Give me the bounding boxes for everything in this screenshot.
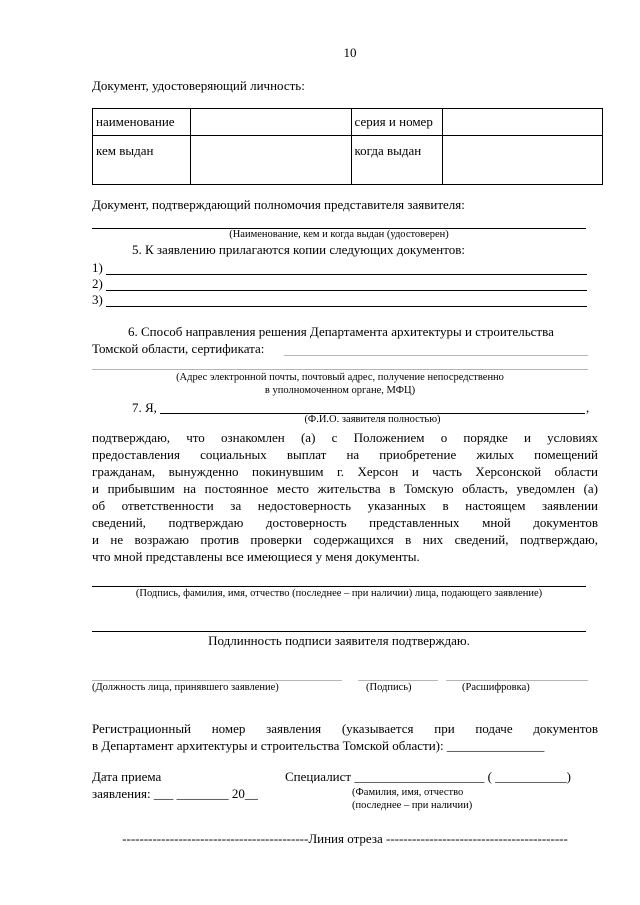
id-series-label: серия и номер bbox=[351, 109, 443, 136]
authenticity-text: Подлинность подписи заявителя подтверждаю. bbox=[208, 633, 470, 648]
id-series-field[interactable] bbox=[443, 109, 603, 136]
id-issued-when-field[interactable] bbox=[443, 136, 603, 185]
receipt-caption-1: (Фамилия, имя, отчество bbox=[352, 787, 464, 798]
receipt-date-label-2: заявления: ___ ________ 20__ bbox=[92, 786, 258, 801]
statement-comma: , bbox=[586, 400, 590, 415]
statement-line-2: предоставления социальных выплат на приобретение жилых помещений bbox=[92, 447, 598, 462]
official-position-line[interactable] bbox=[92, 680, 342, 681]
statement-lead: 7. Я, bbox=[132, 400, 157, 415]
id-name-label: наименование bbox=[93, 109, 191, 136]
applicant-signature-caption: (Подпись, фамилия, имя, отчество (последнее – при наличии) лица, подающего заявление) bbox=[135, 588, 543, 599]
id-doc-table bbox=[92, 108, 603, 185]
statement-line-3: гражданам, вынужденно покинувшим г. Херсон и часть Херсонской области bbox=[92, 464, 598, 479]
id-issued-by-field[interactable] bbox=[190, 136, 351, 185]
official-position-caption: (Должность лица, принявшего заявление) bbox=[92, 682, 279, 693]
statement-line-4: и прибывшим на постоянное место жительства в Томскую область, уведомлен (а) bbox=[92, 481, 598, 496]
registration-line-1: Регистрационный номер заявления (указывается при подаче документов bbox=[92, 721, 598, 736]
attachment-item-3: 3) bbox=[92, 292, 103, 307]
statement-line-1: подтверждаю, что ознакомлен (а) с Положением о порядке и условиях bbox=[92, 430, 598, 445]
delivery-line-field-2[interactable] bbox=[92, 369, 588, 370]
fio-caption: (Ф.И.О. заявителя полностью) bbox=[304, 414, 441, 425]
attachments-title: 5. К заявлению прилагаются копии следующих документов: bbox=[132, 242, 466, 257]
delivery-caption-1: (Адрес электронной почты, почтовый адрес, получение непосредственно bbox=[176, 372, 504, 383]
receipt-specialist: Специалист ____________________ ( ___________) bbox=[285, 769, 571, 784]
attachment-item-1: 1) bbox=[92, 260, 103, 275]
attachment-line-2[interactable] bbox=[106, 290, 587, 291]
id-name-field[interactable] bbox=[190, 109, 351, 136]
id-issued-when-label: когда выдан bbox=[351, 136, 443, 185]
delivery-caption-2: в уполномоченном органе, МФЦ) bbox=[264, 385, 416, 396]
attachment-line-3[interactable] bbox=[106, 306, 587, 307]
receipt-caption-2: (последнее – при наличии) bbox=[352, 800, 473, 811]
applicant-signature-line[interactable] bbox=[92, 586, 586, 587]
authenticity-line[interactable] bbox=[92, 631, 586, 632]
statement-line-6: сведений, подтверждаю достоверность представленных мной документов bbox=[92, 515, 598, 530]
statement-line-5: об ответственности за недостоверность указанных в настоящем заявлении bbox=[92, 498, 598, 513]
delivery-line-1: 6. Способ направления решения Департамента архитектуры и строительства bbox=[128, 324, 554, 339]
official-decode-caption: (Расшифровка) bbox=[462, 682, 530, 693]
official-decode-line[interactable] bbox=[446, 680, 588, 681]
official-signature-caption: (Подпись) bbox=[366, 682, 412, 693]
attachment-item-2: 2) bbox=[92, 276, 103, 291]
id-issued-by-label: кем выдан bbox=[93, 136, 191, 185]
page-number: 10 bbox=[343, 45, 357, 60]
rep-doc-title: Документ, подтверждающий полномочия представителя заявителя: bbox=[92, 197, 465, 212]
official-signature-line[interactable] bbox=[358, 680, 438, 681]
registration-line-2: в Департамент архитектуры и строительства Томской области): _______________ bbox=[92, 738, 545, 753]
statement-line-8: что мной представлены все имеющиеся у меня документы. bbox=[92, 549, 420, 564]
delivery-line-2: Томской области, сертификата: bbox=[92, 341, 265, 356]
cut-line: -------------------------------------------Линия отреза ------------------------------------------ bbox=[122, 831, 568, 846]
rep-doc-caption: (Наименование, кем и когда выдан (удостоверен) bbox=[229, 229, 449, 240]
id-doc-title: Документ, удостоверяющий личность: bbox=[92, 78, 305, 93]
statement-line-7: и не возражаю против проверки содержащихся в них сведений, подтверждаю, bbox=[92, 532, 598, 547]
receipt-date-label-1: Дата приема bbox=[92, 769, 162, 784]
delivery-line-field[interactable] bbox=[284, 355, 588, 356]
attachment-line-1[interactable] bbox=[106, 274, 587, 275]
